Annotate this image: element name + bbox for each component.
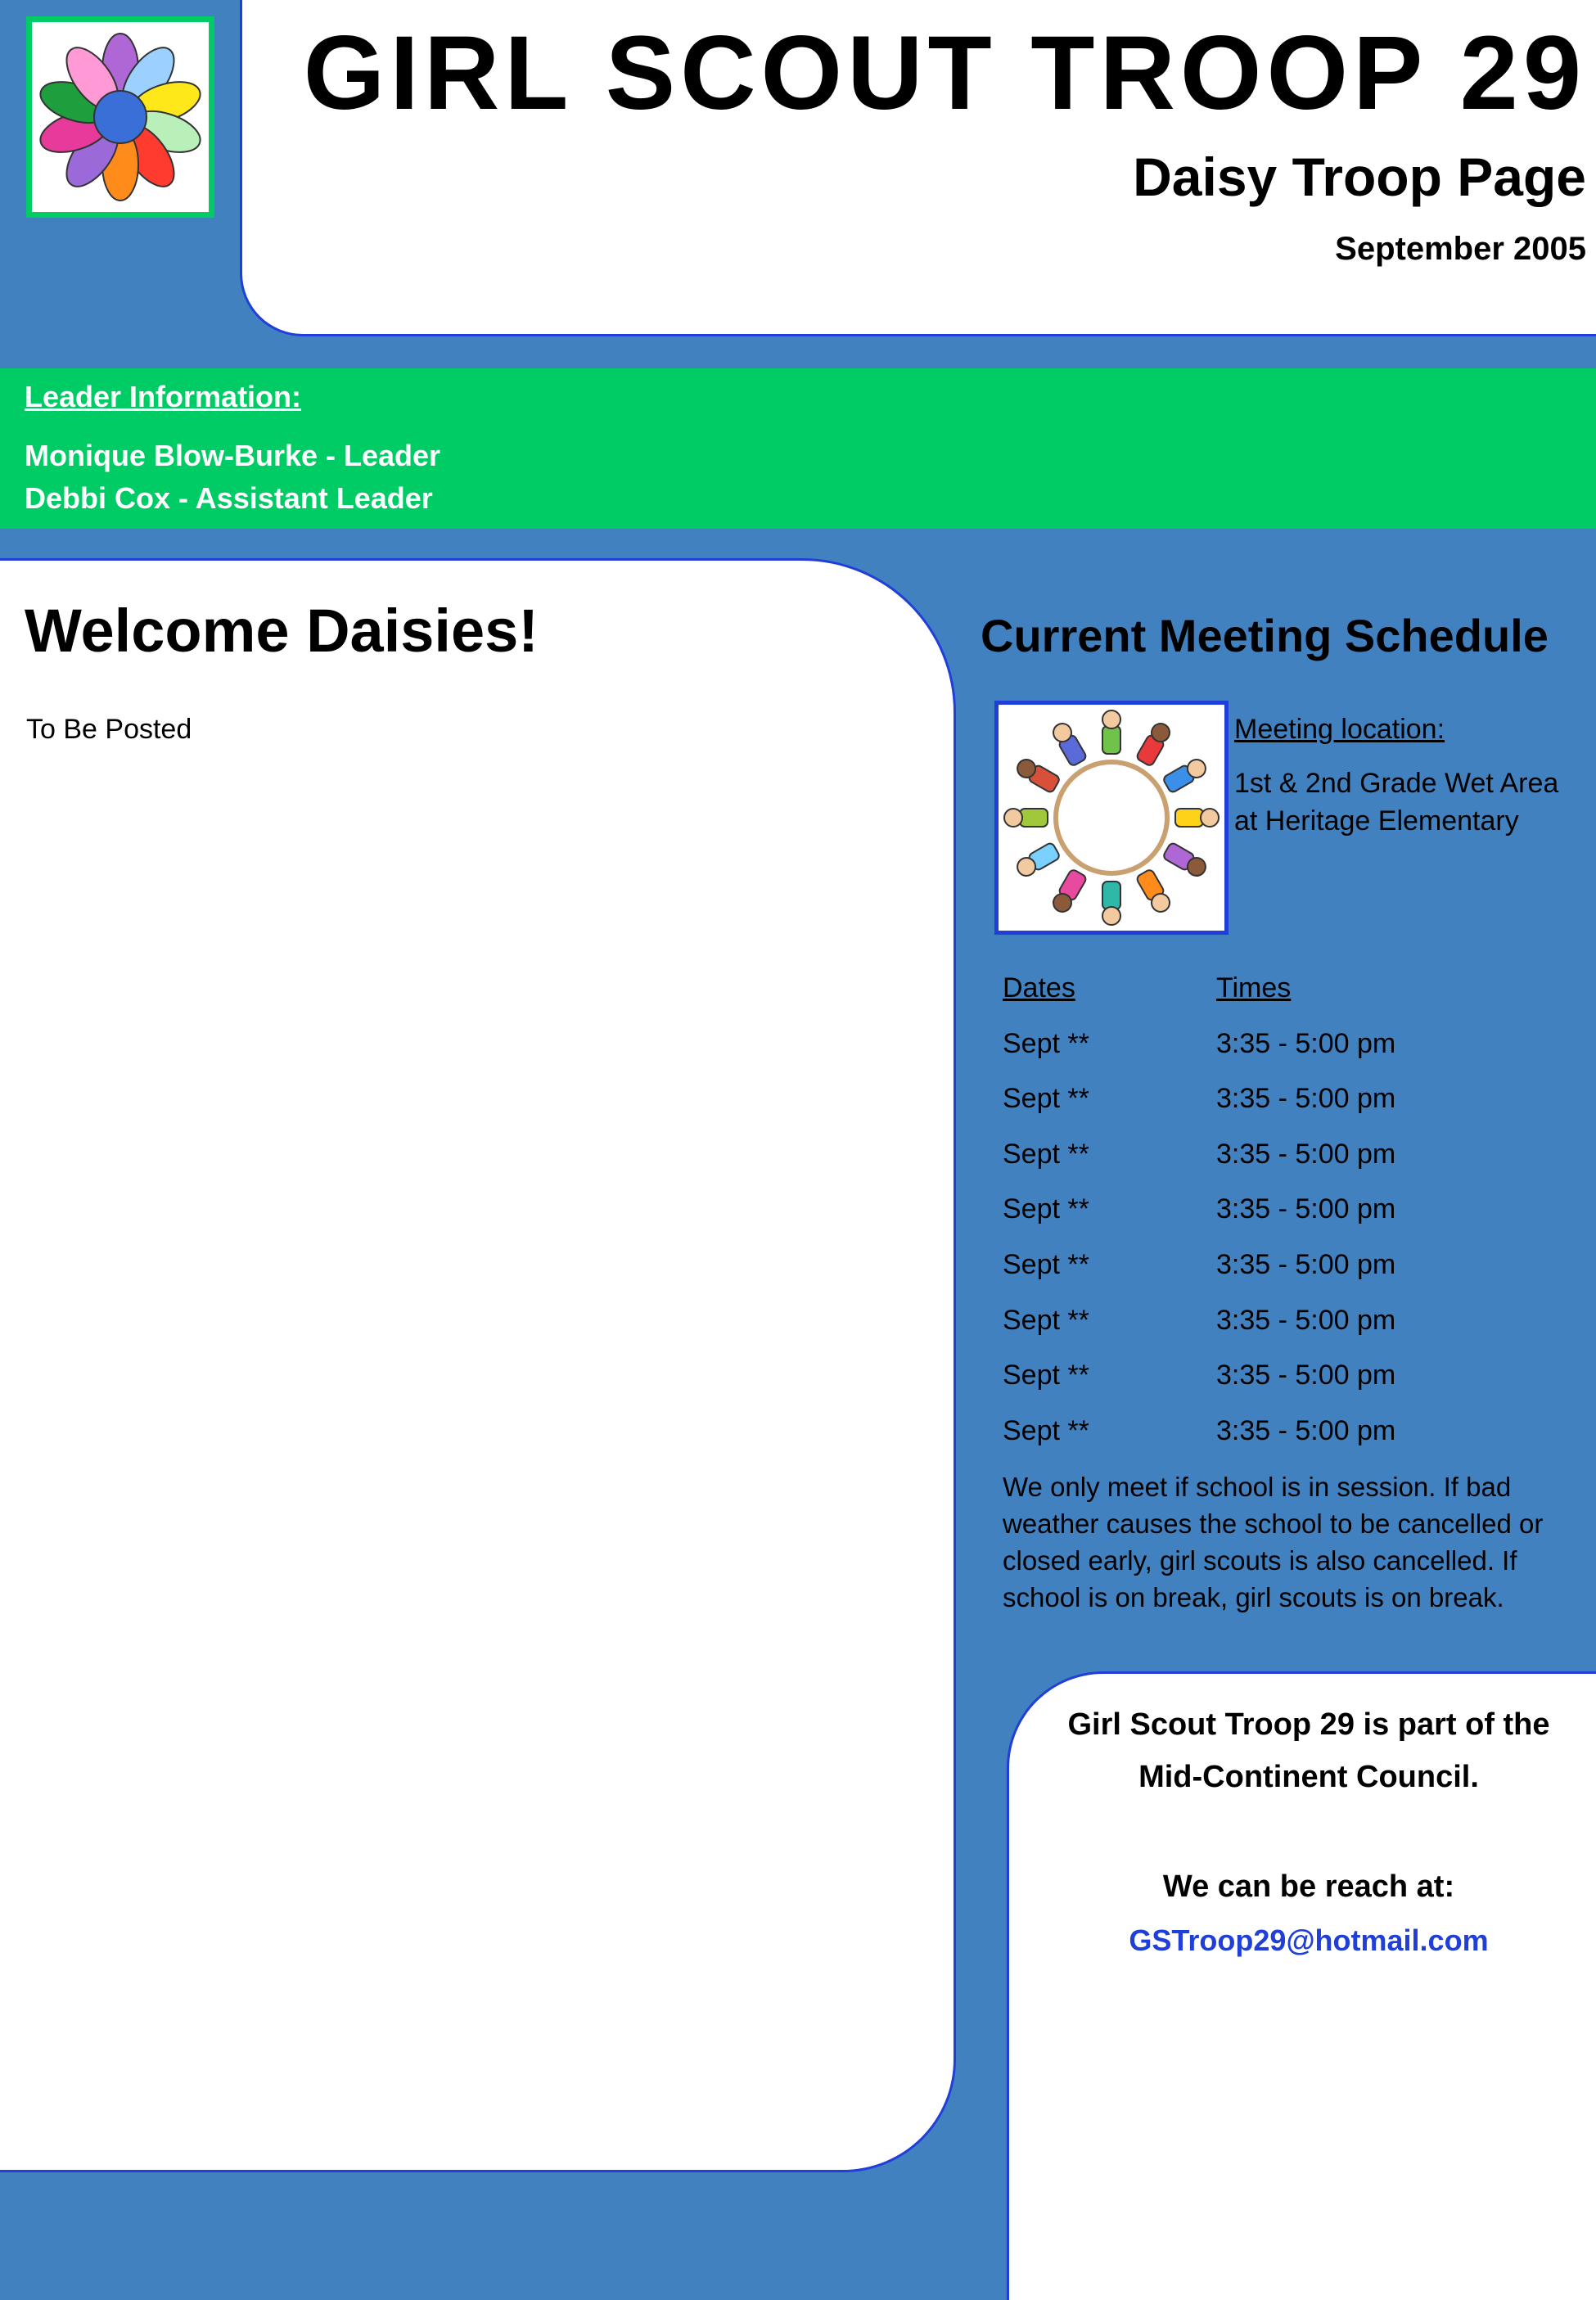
leader-info-bar <box>0 368 1596 529</box>
schedule-heading: Current Meeting Schedule <box>981 610 1549 661</box>
schedule-time: 3:35 - 5:00 pm <box>1216 1139 1396 1170</box>
reach-us-label: We can be reach at: <box>1162 1869 1455 1904</box>
contact-email-link[interactable]: GSTroop29@hotmail.com <box>1129 1923 1489 1957</box>
meeting-location-line-2: at Heritage Elementary <box>1234 805 1519 837</box>
troop-logo <box>26 16 214 218</box>
welcome-heading: Welcome Daisies! <box>25 597 539 665</box>
schedule-date: Sept ** <box>1003 1360 1089 1391</box>
council-line-2: Mid-Continent Council. <box>1138 1760 1479 1794</box>
meeting-location-line-1: 1st & 2nd Grade Wet Area <box>1234 768 1559 799</box>
page-subtitle: Daisy Troop Page <box>1133 147 1586 207</box>
schedule-time: 3:35 - 5:00 pm <box>1216 1249 1396 1280</box>
schedule-date: Sept ** <box>1003 1193 1089 1224</box>
schedule-time: 3:35 - 5:00 pm <box>1216 1415 1396 1446</box>
dates-column-header: Dates <box>1003 972 1075 1003</box>
council-line-1: Girl Scout Troop 29 is part of the <box>1067 1707 1550 1742</box>
schedule-date: Sept ** <box>1003 1028 1089 1059</box>
troop-title: GIRL SCOUT TROOP 29 <box>303 15 1586 132</box>
schedule-time: 3:35 - 5:00 pm <box>1216 1083 1396 1114</box>
schedule-time: 3:35 - 5:00 pm <box>1216 1193 1396 1224</box>
children-circle-illustration <box>994 701 1229 935</box>
schedule-time: 3:35 - 5:00 pm <box>1216 1305 1396 1336</box>
daisy-flower-icon <box>32 22 209 212</box>
schedule-time: 3:35 - 5:00 pm <box>1216 1360 1396 1391</box>
leader-line-2: Debbi Cox - Assistant Leader <box>25 481 433 515</box>
children-circle-icon <box>999 705 1224 931</box>
leader-line-1: Monique Blow-Burke - Leader <box>25 439 441 472</box>
schedule-date: Sept ** <box>1003 1305 1089 1336</box>
schedule-date: Sept ** <box>1003 1139 1089 1170</box>
main-content-panel <box>0 565 949 2166</box>
schedule-date: Sept ** <box>1003 1415 1089 1446</box>
leader-heading: Leader Information: <box>25 380 302 413</box>
welcome-body: To Be Posted <box>26 714 192 745</box>
schedule-time: 3:35 - 5:00 pm <box>1216 1028 1396 1059</box>
meeting-location-label: Meeting location: <box>1234 714 1445 745</box>
schedule-date: Sept ** <box>1003 1083 1089 1114</box>
cancellation-note: We only meet if school is in session. If bad weather causes the school to be cancelled or closed early, girl scouts is also cancelled. If school is on break, girl scouts is on break. <box>1003 1472 1544 1612</box>
times-column-header: Times <box>1216 972 1292 1003</box>
schedule-date: Sept ** <box>1003 1249 1089 1280</box>
page-date: September 2005 <box>1335 231 1586 267</box>
